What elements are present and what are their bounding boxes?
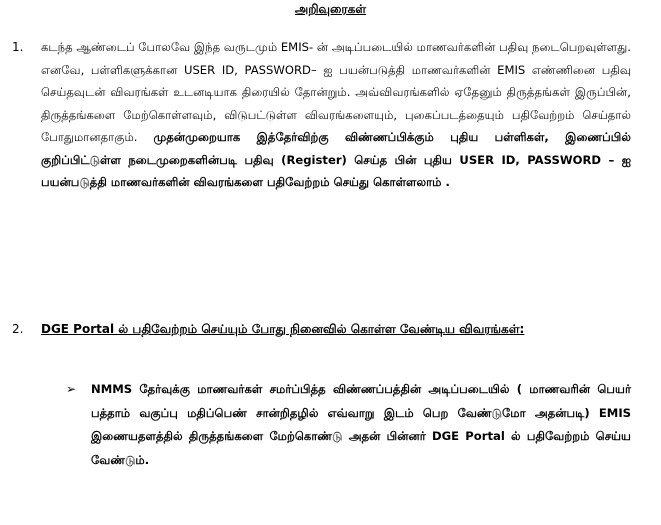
item-2-bullet-text: NMMS தேர்வுக்கு மாணவர்கள் சமர்ப்பித்த விண்ணப்பத்தின் அடிப்படையில் ( மாணவரின் பெயர் பத்தாம் வகுப்பு மதிப்பெண் சான்றிதழில் எவ்வாறு இடம் பெற வேண்டுமோ அதன்படி) EMIS இணையதளத்தில் திருத்தங்களை மேற்கொண்டு அதன் பின்னர் DGE Portal ல் பதிவேற்றம் செய்ய வேண்டும். bbox=[91, 382, 631, 467]
item-1-paragraph bbox=[41, 36, 631, 194]
item-1-bold-text: முதன்முறையாக இத்தேர்விற்கு விண்ணப்பிக்கும் புதிய பள்ளிகள், இணைப்பில் குறிப்பிட்டுள்ள நடைமுறைகளின்படி பதிவு (Register) செய்த பின் புதிய USER ID, PASSWORD – ஐ பயன்படுத்தி மாணவர்களின் விவரங்களை பதிவேற்றம் செய்து கொள்ளலாம் . bbox=[41, 130, 632, 189]
item-2-title: DGE Portal ல் பதிவேற்றம் செய்யும் போது நினைவில் கொள்ள வேண்டிய விவரங்கள்: bbox=[41, 322, 525, 336]
item-2-number: 2. bbox=[12, 322, 24, 336]
arrow-bullet-icon: ➢ bbox=[66, 382, 77, 396]
item-1-text: கடந்த ஆண்டைப் போலவே இந்த வருடமும் EMIS- ன் அடிப்படையில் மாணவர்களின் பதிவு நடைபெறவுள்ளது. எனவே, பள்ளிகளுக்கான USER ID, PASSWORD– ஐ பயன்படுத்தி மாணவர்களின் EMIS எண்ணினை பதிவு செய்தவுடன் விவரங்கள் உடனடியாக திரையில் தோன்றும். அவ்விவரங்களில் ஏதேனும் திருத்தங்கள் இருப்பின், திருத்தங்களை மேற்கொள்ளவும், விடுபட்டுள்ள விவரங்களையும், புகைப்படத்தையும் பதிவேற்றம் செய்தால் போதுமானதாகும். bbox=[41, 40, 631, 144]
page-title: அறிவுரைகள் bbox=[294, 2, 367, 16]
item-1-number: 1. bbox=[12, 40, 24, 54]
